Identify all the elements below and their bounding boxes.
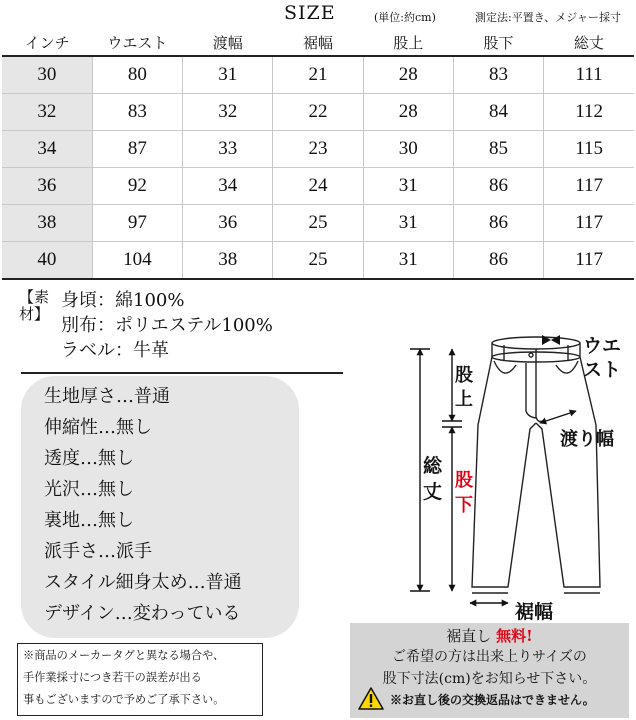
diagram-label-total-length: 総丈 — [423, 455, 443, 503]
table-cell: 38 — [183, 242, 273, 280]
material-line-other: 別布：ポリエステル100% — [61, 315, 273, 336]
diagram-label-rise: 股上 — [455, 365, 473, 410]
table-cell: 117 — [544, 168, 634, 205]
column-header-rise: 股上 — [363, 30, 453, 56]
property-flashiness: 派手さ…派手 — [44, 541, 152, 562]
table-cell: 112 — [544, 94, 634, 131]
column-header-hem: 裾幅 — [273, 30, 363, 56]
table-cell: 34 — [2, 131, 92, 168]
table-cell: 31 — [183, 56, 273, 94]
table-row — [2, 205, 634, 242]
size-table — [2, 30, 634, 280]
material-heading-bottom: 材】 — [19, 305, 50, 323]
table-row — [2, 242, 634, 280]
property-transparency: 透度…無し — [44, 448, 134, 469]
diagram-label-inseam: 股下 — [455, 470, 473, 516]
fly-stitch — [526, 363, 536, 418]
table-cell: 28 — [363, 56, 453, 94]
right-pocket — [556, 361, 578, 373]
table-cell: 30 — [363, 131, 453, 168]
table-cell: 34 — [183, 168, 273, 205]
table-row — [2, 168, 634, 205]
property-stretch: 伸縮性…無し — [44, 417, 152, 438]
table-cell: 117 — [544, 242, 634, 280]
fly-seam — [536, 362, 542, 422]
hem-service-line2: 股下寸法(cm)をお知らせ下さい。 — [382, 671, 597, 687]
table-cell: 80 — [92, 56, 182, 94]
table-cell: 31 — [363, 168, 453, 205]
table-cell: 22 — [273, 94, 363, 131]
material-heading-top: 【素 — [19, 288, 50, 306]
table-cell: 115 — [544, 131, 634, 168]
table-cell: 40 — [2, 242, 92, 280]
diagram-label-waist: ウエスト — [583, 335, 622, 381]
table-cell: 36 — [183, 205, 273, 242]
column-header-length: 総丈 — [544, 30, 634, 56]
table-cell: 97 — [92, 205, 182, 242]
table-cell: 86 — [453, 168, 543, 205]
material-list — [61, 288, 273, 363]
hem-service-free: 無料! — [496, 627, 533, 645]
table-cell: 23 — [273, 131, 363, 168]
table-row — [2, 56, 634, 94]
column-header-waist: ウエスト — [92, 30, 182, 56]
table-cell: 87 — [92, 131, 182, 168]
table-cell: 104 — [92, 242, 182, 280]
property-lining: 裏地…無し — [44, 510, 134, 531]
table-row — [2, 94, 634, 131]
column-header-inseam: 股下 — [453, 30, 543, 56]
table-cell: 86 — [453, 205, 543, 242]
pants-outline — [472, 337, 600, 593]
unit-label: (単位:約cm) — [374, 11, 436, 24]
hem-service-warning: ※お直し後の交換返品はできません。 — [390, 693, 595, 707]
table-cell: 30 — [2, 56, 92, 94]
property-fit: スタイル細身太め…普通 — [44, 572, 242, 593]
warning-icon — [358, 687, 384, 710]
measurement-note — [17, 643, 263, 716]
table-cell: 25 — [273, 242, 363, 280]
table-cell: 83 — [453, 56, 543, 94]
column-header-thigh: 渡幅 — [183, 30, 273, 56]
table-cell: 24 — [273, 168, 363, 205]
thigh-arrow — [540, 411, 576, 423]
waist-ellipse — [492, 337, 580, 349]
material-heading — [19, 289, 49, 353]
left-pocket — [494, 361, 516, 373]
table-cell: 38 — [2, 205, 92, 242]
note-line: ※商品のメーカータグと異なる場合や、 — [23, 649, 225, 662]
property-thickness: 生地厚さ…普通 — [44, 386, 170, 407]
table-cell: 25 — [273, 205, 363, 242]
size-title: SIZE — [284, 2, 336, 24]
table-cell: 21 — [273, 56, 363, 94]
diagram-label-thigh: 渡り幅 — [560, 429, 614, 450]
measurement-method: 測定法:平置き、メジャー採寸 — [475, 11, 622, 24]
column-header-inch: インチ — [2, 30, 92, 56]
table-cell: 83 — [92, 94, 182, 131]
table-cell: 32 — [183, 94, 273, 131]
material-line-label: ラベル：牛革 — [61, 340, 169, 361]
diagram-label-hem: 裾幅 — [515, 601, 554, 623]
table-cell: 36 — [2, 168, 92, 205]
table-cell: 92 — [92, 168, 182, 205]
table-cell: 85 — [453, 131, 543, 168]
table-cell: 111 — [544, 56, 634, 94]
note-line: 事もございますので予めご了承下さい。 — [23, 693, 225, 706]
hem-service-text — [350, 646, 629, 690]
table-cell: 86 — [453, 242, 543, 280]
hem-service-title: 裾直し — [446, 627, 492, 645]
table-cell: 32 — [2, 94, 92, 131]
table-header-row — [2, 30, 634, 56]
section-divider — [21, 372, 343, 374]
hem-service-heading — [350, 625, 629, 646]
hem-service-line1: ご希望の方は出来上りサイズの — [392, 649, 587, 665]
table-row — [2, 131, 634, 168]
table-cell: 31 — [363, 242, 453, 280]
property-gloss: 光沢…無し — [44, 479, 134, 500]
table-cell: 33 — [183, 131, 273, 168]
material-line-body: 身頃：綿100% — [61, 290, 185, 311]
property-design: デザイン…変わっている — [44, 603, 241, 624]
table-cell: 31 — [363, 205, 453, 242]
table-cell: 117 — [544, 205, 634, 242]
table-cell: 84 — [453, 94, 543, 131]
properties-list — [44, 381, 242, 629]
button-icon — [529, 353, 533, 357]
right-leg — [536, 357, 600, 587]
table-cell: 28 — [363, 94, 453, 131]
note-line: 手作業採寸につき若干の誤差が出る — [23, 671, 202, 684]
